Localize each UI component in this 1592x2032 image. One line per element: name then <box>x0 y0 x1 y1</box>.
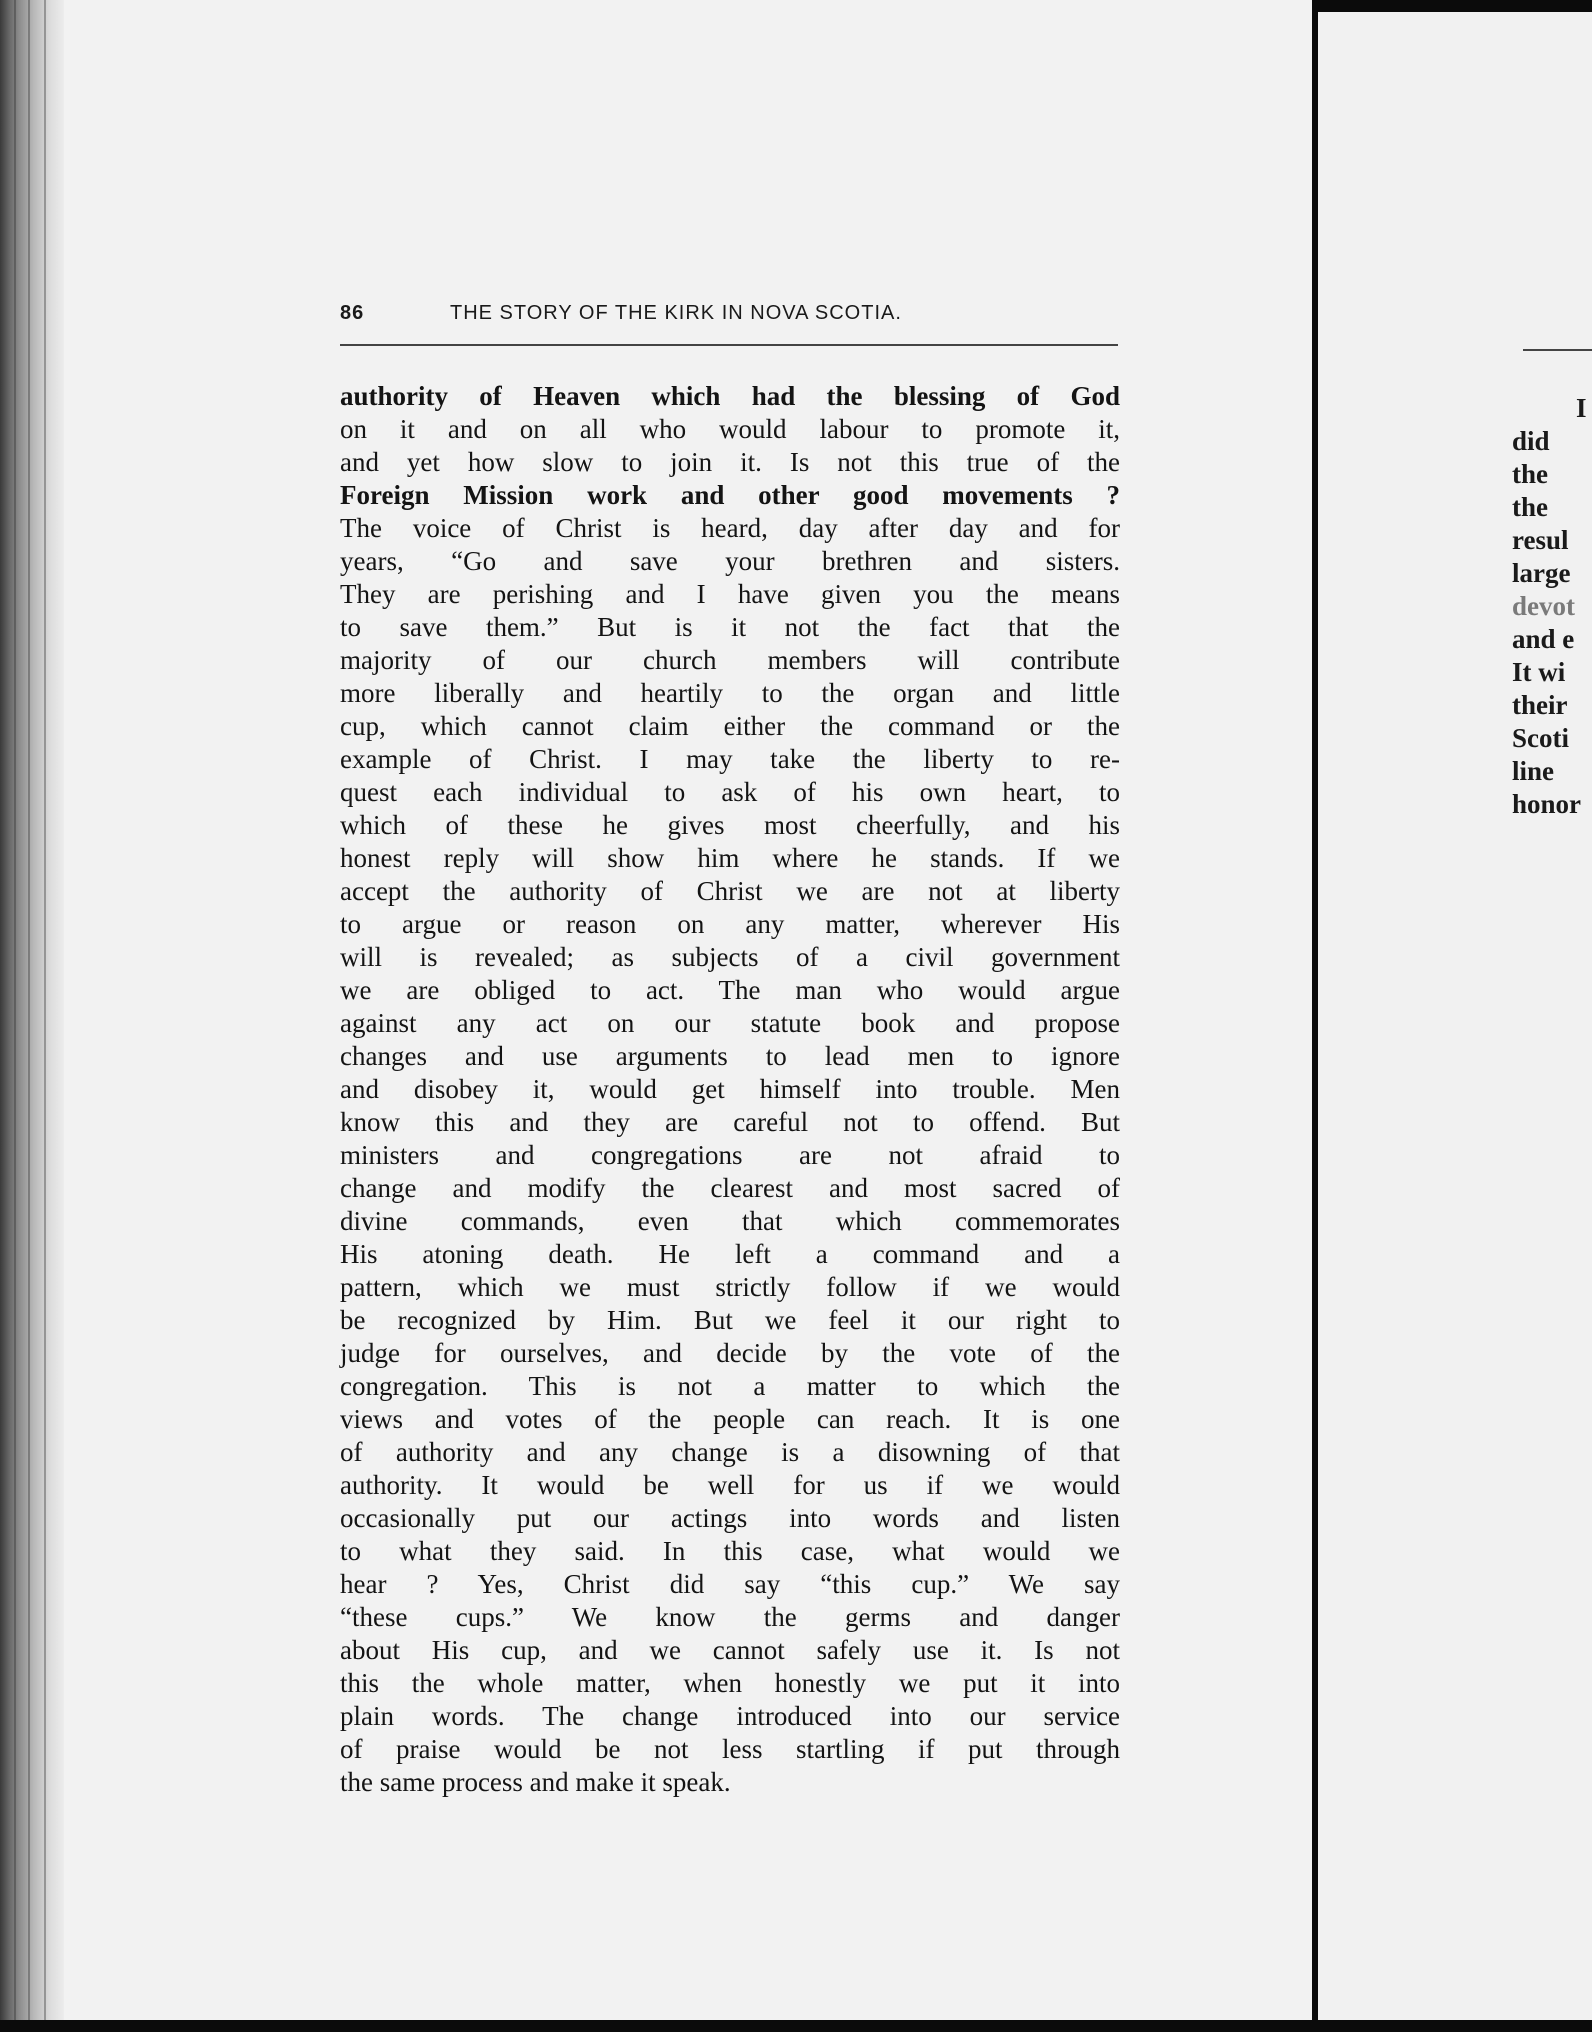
book-spine-shadow <box>0 0 64 2020</box>
text-line: occasionally put our actings into words and listen <box>340 1503 1120 1533</box>
text-line: and yet how slow to join it. Is not this true of the <box>340 447 1120 477</box>
right-text-line: did <box>1512 426 1550 456</box>
running-title: THE STORY OF THE KIRK IN NOVA SCOTIA. <box>450 302 902 324</box>
right-text-line: Scoti <box>1512 723 1569 753</box>
text-line: of authority and any change is a disowning of that <box>340 1437 1120 1467</box>
right-text-line: devot <box>1512 591 1575 621</box>
text-line: judge for ourselves, and decide by the vote of the <box>340 1338 1120 1368</box>
right-text-line: I <box>1576 393 1587 423</box>
text-line: to argue or reason on any matter, wherever His <box>340 909 1120 939</box>
text-line: be recognized by Him. But we feel it our right to <box>340 1305 1120 1335</box>
text-line: authority of Heaven which had the blessing of God <box>340 381 1120 411</box>
right-text-line: line <box>1512 756 1555 786</box>
text-line: and disobey it, would get himself into trouble. Men <box>340 1074 1120 1104</box>
right-text-line: the <box>1512 459 1548 489</box>
right-text-line: the <box>1512 492 1548 522</box>
spine-streak <box>44 0 46 2020</box>
text-line: Foreign Mission work and other good movements ? <box>340 480 1120 510</box>
text-line: against any act on our statute book and propose <box>340 1008 1120 1038</box>
right-text-line: and e <box>1512 624 1575 654</box>
body-text <box>340 380 1120 1799</box>
text-line: The voice of Christ is heard, day after day and for <box>340 513 1120 543</box>
text-line: majority of our church members will contribute <box>340 645 1120 675</box>
text-line: to what they said. In this case, what would we <box>340 1536 1120 1566</box>
right-text-line: resul <box>1512 525 1569 555</box>
text-line: more liberally and heartily to the organ and little <box>340 678 1120 708</box>
spine-streak <box>14 0 16 2020</box>
text-line: divine commands, even that which commemorates <box>340 1206 1120 1236</box>
text-line: authority. It would be well for us if we would <box>340 1470 1120 1500</box>
text-line: of praise would be not less startling if put through <box>340 1734 1120 1764</box>
text-line: which of these he gives most cheerfully, and his <box>340 810 1120 840</box>
right-text-line: their <box>1512 690 1568 720</box>
spine-streak <box>28 0 30 2020</box>
header-rule <box>340 344 1118 346</box>
page-number: 86 <box>340 302 365 324</box>
text-line: congregation. This is not a matter to which the <box>340 1371 1120 1401</box>
text-line: the same process and make it speak. <box>340 1767 731 1797</box>
text-line: know this and they are careful not to offend. But <box>340 1107 1120 1137</box>
text-line: His atoning death. He left a command and a <box>340 1239 1120 1269</box>
text-line: ministers and congregations are not afraid to <box>340 1140 1120 1170</box>
text-line: quest each individual to ask of his own heart, to <box>340 777 1120 807</box>
right-body-text <box>1512 392 1592 821</box>
text-line: accept the authority of Christ we are not at liberty <box>340 876 1120 906</box>
text-line: hear ? Yes, Christ did say “this cup.” We say <box>340 1569 1120 1599</box>
text-line: changes and use arguments to lead men to ignore <box>340 1041 1120 1071</box>
text-line: “these cups.” We know the germs and danger <box>340 1602 1120 1632</box>
text-line: example of Christ. I may take the liberty to re- <box>340 744 1120 774</box>
right-text-line: large <box>1512 558 1571 588</box>
scan-border <box>0 2020 1592 2032</box>
text-line: pattern, which we must strictly follow if we would <box>340 1272 1120 1302</box>
text-line: views and votes of the people can reach. It is one <box>340 1404 1120 1434</box>
text-line: about His cup, and we cannot safely use it. Is not <box>340 1635 1120 1665</box>
text-line: this the whole matter, when honestly we put it into <box>340 1668 1120 1698</box>
text-line: cup, which cannot claim either the command or the <box>340 711 1120 741</box>
text-line: They are perishing and I have given you the means <box>340 579 1120 609</box>
text-line: plain words. The change introduced into our service <box>340 1701 1120 1731</box>
right-text-line: It wi <box>1512 657 1566 687</box>
text-line: years, “Go and save your brethren and sisters. <box>340 546 1120 576</box>
text-line: honest reply will show him where he stands. If we <box>340 843 1120 873</box>
text-line: will is revealed; as subjects of a civil government <box>340 942 1120 972</box>
text-line: we are obliged to act. The man who would argue <box>340 975 1120 1005</box>
right-page <box>1318 12 1592 2020</box>
right-text-line: honor <box>1512 789 1582 819</box>
text-line: to save them.” But is it not the fact that the <box>340 612 1120 642</box>
right-header-rule <box>1523 349 1592 351</box>
text-line: on it and on all who would labour to promote it, <box>340 414 1120 444</box>
text-line: change and modify the clearest and most sacred of <box>340 1173 1120 1203</box>
